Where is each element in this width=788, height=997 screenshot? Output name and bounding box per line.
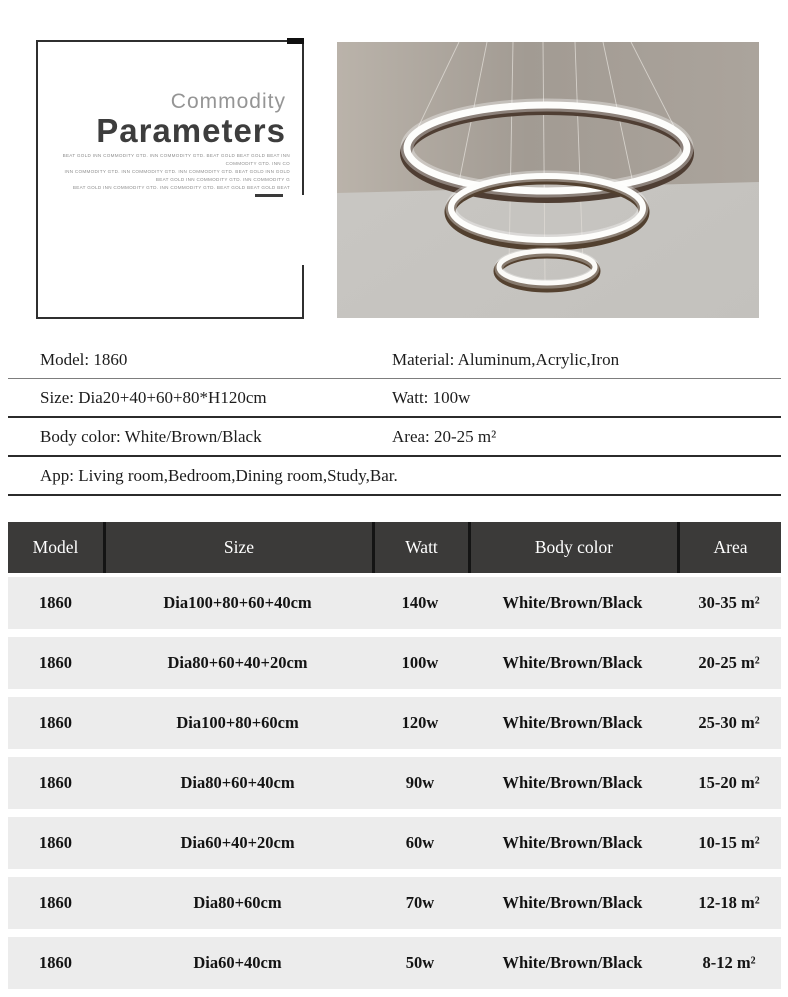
col-header-body-color: Body color [468,522,677,573]
table-cell: 1860 [39,833,72,852]
table-cell: 70w [405,893,435,912]
spec-row-size-watt [8,379,781,418]
spec-table-body [8,577,781,989]
table-cell: 10-15 m² [698,833,760,852]
spec-row-bodycolor-area [8,418,781,457]
table-cell: 15-20 m² [698,773,760,792]
card-corner-accent [287,38,304,44]
table-cell: 90w [405,773,435,792]
table-cell: 12-18 m² [698,893,760,912]
table-cell: 30-35 m² [698,593,760,612]
table-cell: Dia60+40cm [193,953,282,972]
table-row [8,637,781,689]
table-cell: 1860 [39,593,72,612]
table-cell: White/Brown/Black [502,593,643,612]
table-cell: 60w [405,833,435,852]
page-title: Parameters [96,112,286,149]
spec-watt: Watt: 100w [392,387,471,407]
spec-area: Area: 20-25 m² [392,426,497,446]
table-cell: 1860 [39,653,72,672]
table-cell: Dia80+60+40+20cm [167,653,308,672]
spec-row-app [8,457,781,496]
spec-material: Material: Aluminum,Acrylic,Iron [392,349,620,369]
table-cell: White/Brown/Black [502,653,643,672]
table-cell: 140w [401,593,439,612]
table-cell: 25-30 m² [698,713,760,732]
table-cell: 20-25 m² [698,653,760,672]
table-cell: 120w [401,713,439,732]
table-row [8,757,781,809]
table-cell: 50w [405,953,435,972]
table-cell: White/Brown/Black [502,773,643,792]
fine-print-line: BEAT GOLD INN COMMODITY GTD. INN COMMODITY GTD. BEAT GOLD BEAT GOLD BEAT INN COMMODITY GTD. INN CO [62,153,290,166]
table-cell: Dia60+40+20cm [180,833,295,852]
table-cell: Dia100+80+60+40cm [163,593,312,612]
card-border-gap [301,195,304,265]
table-header [8,522,781,573]
spec-app: App: Living room,Bedroom,Dining room,Study,Bar. [40,465,398,485]
col-header-size: Size [103,522,372,573]
fine-print-line: BEAT GOLD INN COMMODITY GTD. INN COMMODITY GTD. BEAT GOLD BEAT GOLD BEAT [72,185,290,190]
col-header-watt: Watt [372,522,468,573]
commodity-card [36,40,304,319]
spec-size: Size: Dia20+40+60+80*H120cm [40,387,267,407]
spec-body-color: Body color: White/Brown/Black [40,426,262,446]
table-row [8,697,781,749]
spec-model: Model: 1860 [40,349,128,369]
table-cell: 100w [401,653,439,672]
product-photo [337,42,759,318]
card-fine-print [58,152,290,192]
table-cell: Dia80+60+40cm [180,773,295,792]
table-cell: White/Brown/Black [502,953,643,972]
table-cell: 1860 [39,713,72,732]
table-cell: Dia80+60cm [193,893,282,912]
table-cell: White/Brown/Black [502,893,643,912]
table-cell: 1860 [39,893,72,912]
card-title-top: Commodity [170,90,286,113]
col-header-area: Area [677,522,781,573]
spec-table [8,522,781,997]
col-header-model: Model [32,537,79,557]
spec-row-model-material [8,341,781,379]
table-row [8,577,781,629]
spec-list [8,341,781,496]
table-row [8,877,781,929]
table-row [8,937,781,989]
table-cell: Dia100+80+60cm [176,713,299,732]
table-row [8,817,781,869]
card-titles [38,90,286,148]
table-cell: White/Brown/Black [502,833,643,852]
table-cell: White/Brown/Black [502,713,643,732]
card-dash-mark [255,194,283,197]
pendant-lamp-illustration [337,42,759,318]
table-cell: 1860 [39,773,72,792]
table-cell: 8-12 m² [702,953,756,972]
fine-print-line: INN COMMODITY GTD. INN COMMODITY GTD. INN COMMODITY GTD. BEAT GOLD INN GOLD BEAT GOLD INN COMMODITY GTD. INN COMMODITY G [64,169,290,182]
table-cell: 1860 [39,953,72,972]
